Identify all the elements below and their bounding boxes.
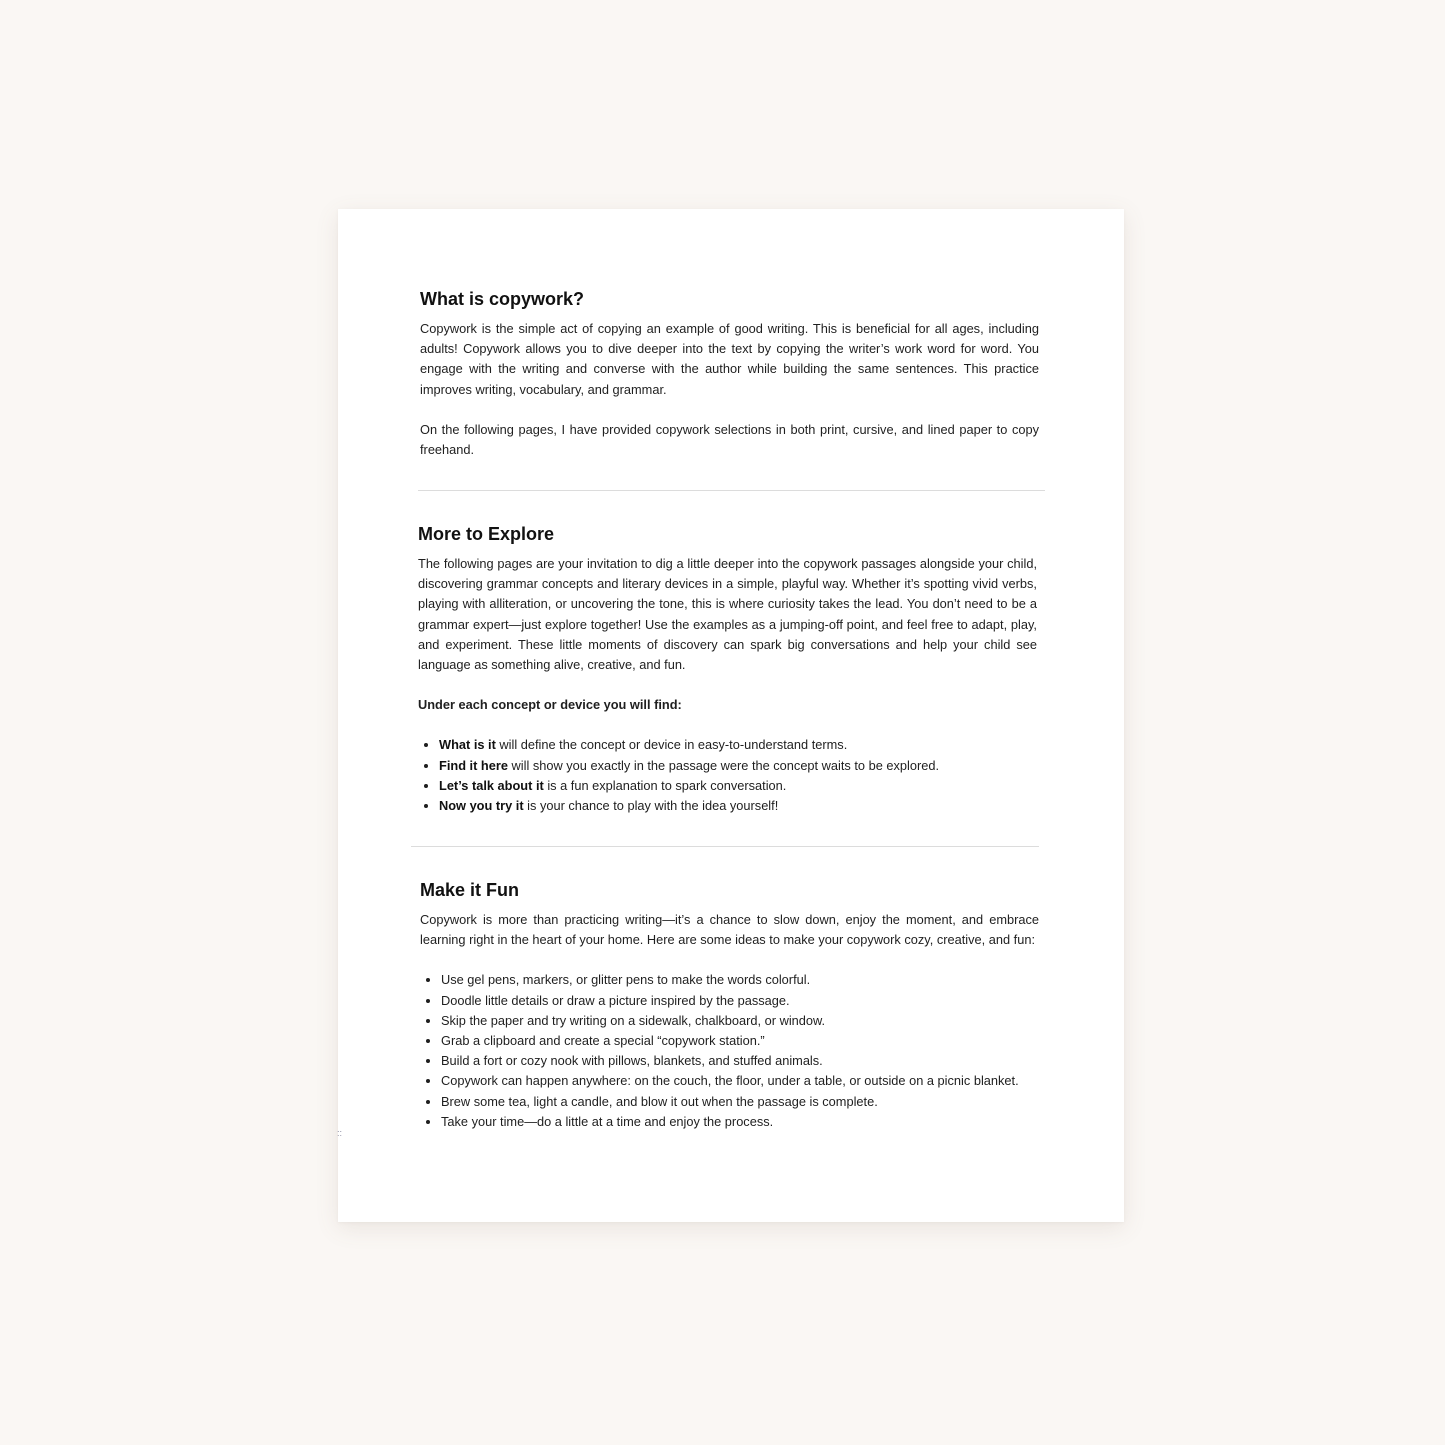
list-item: • Use gel pens, markers, or glitter pens to make the words colorful.	[441, 970, 1039, 990]
section-title: More to Explore	[418, 524, 555, 544]
section-paragraph: On the following pages, I have provided copywork selections in both print, cursive, and lined paper to copy freehand.	[420, 421, 1039, 458]
list-item: • Copywork can happen anywhere: on the couch, the floor, under a table, or outside on a picnic blanket.	[441, 1071, 1039, 1091]
explore-list	[418, 735, 1037, 816]
section-divider	[411, 846, 1039, 847]
section-title: Make it Fun	[420, 880, 520, 900]
section-more-to-explore	[418, 522, 1037, 816]
list-item: • Brew some tea, light a candle, and blow it out when the passage is complete.	[441, 1092, 1039, 1112]
section-divider	[418, 490, 1045, 491]
fun-ideas-list	[420, 970, 1039, 1132]
page-marker: ::	[337, 1128, 343, 1138]
section-paragraph: Copywork is more than practicing writing—it’s a chance to slow down, enjoy the moment, and embrace learning right in the heart of your home. Here are some ideas to make your copywork cozy, creative, and fun:	[420, 912, 1039, 948]
section-paragraph: Copywork is the simple act of copying an example of good writing. This is beneficial for all ages, including adults! Copywork allows you to dive deeper into the text by copying the writer’s work word for word. You engage with the writing and converse with the author while building the same sentences. This practice improves writing, vocabulary, and grammar.	[420, 321, 1039, 397]
section-paragraph: The following pages are your invitation to dig a little deeper into the copywork passages alongside your child, discovering grammar concepts and literary devices in a simple, playful way. Whether it’s spotting vivid verbs, playing with alliteration, or uncovering the tone, this is where curiosity takes the lead. You don’t need to be a grammar expert—just explore together! Use the examples as a jumping-off point, and feel free to adapt, play, and experiment. These little moments of discovery can spark big conversations and help your child see language as something alive, creative, and fun.	[418, 556, 1037, 673]
section-subheading: Under each concept or device you will find:	[418, 697, 682, 713]
list-item: • Take your time—do a little at a time and enjoy the process.	[441, 1112, 1039, 1132]
list-item: • What is it will define the concept or device in easy-to-understand terms.	[439, 735, 1037, 755]
section-what-is-copywork	[420, 287, 1039, 460]
list-item: • Let’s talk about it is a fun explanation to spark conversation.	[439, 776, 1037, 796]
section-make-it-fun	[420, 878, 1039, 1132]
list-item: • Doodle little details or draw a picture inspired by the passage.	[441, 991, 1039, 1011]
list-item: • Grab a clipboard and create a special “copywork station.”	[441, 1031, 1039, 1051]
list-item: • Now you try it is your chance to play with the idea yourself!	[439, 796, 1037, 816]
document-page	[338, 209, 1124, 1222]
list-item: • Build a fort or cozy nook with pillows, blankets, and stuffed animals.	[441, 1051, 1039, 1071]
list-item: • Find it here will show you exactly in the passage were the concept waits to be explored.	[439, 756, 1037, 776]
section-title: What is copywork?	[420, 289, 585, 309]
list-item: • Skip the paper and try writing on a sidewalk, chalkboard, or window.	[441, 1011, 1039, 1031]
